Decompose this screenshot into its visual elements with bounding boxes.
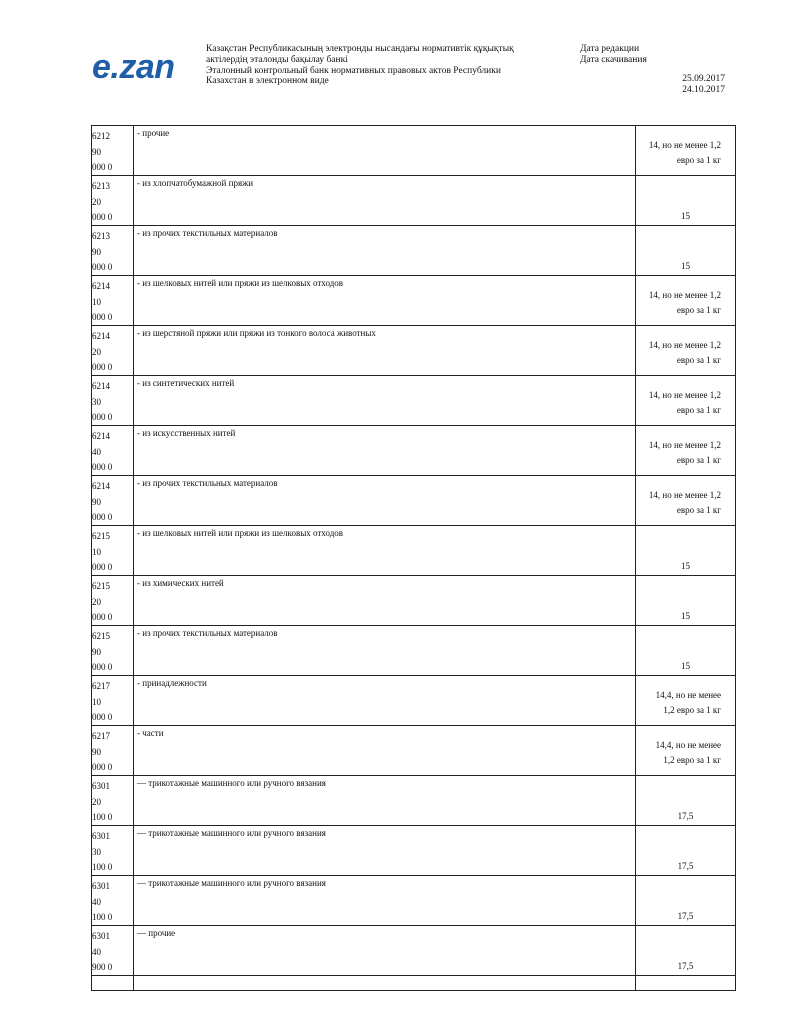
tariff-code-part: 20	[92, 346, 101, 357]
tariff-code-part: 6215	[92, 581, 110, 591]
duty-rate-line: 14,4, но не менее	[655, 740, 721, 750]
table-row	[91, 825, 736, 875]
tariff-code-part: 10	[92, 546, 101, 557]
tariff-code-part: 100 0	[92, 812, 113, 822]
duty-rate-cell	[636, 526, 735, 575]
duty-rate-cell	[636, 626, 735, 675]
duty-rate-line: евро за 1 кг	[676, 405, 721, 415]
duty-rate-line: 1,2 евро за 1 кг	[663, 755, 721, 765]
goods-description-cell: — прочие	[134, 926, 636, 975]
header-dates	[682, 74, 725, 96]
header-date-labels	[580, 44, 647, 66]
tariff-code-cell	[92, 126, 134, 175]
tariff-code-part: 10	[92, 696, 101, 707]
label-edit-date: Дата редакции	[580, 44, 640, 54]
tariff-code-part: 90	[92, 646, 101, 657]
tariff-code-part: 90	[92, 746, 101, 757]
tariff-code-part: 90	[92, 146, 101, 157]
goods-description-cell: - из прочих текстильных материалов	[134, 476, 636, 525]
goods-description-cell: - из шелковых нитей или пряжи из шелковых отходов	[134, 526, 636, 575]
goods-description-cell: - из химических нитей	[134, 576, 636, 625]
duty-rate-cell	[636, 726, 735, 775]
tariff-code-part: 000 0	[92, 412, 113, 422]
tariff-code-part: 90	[92, 496, 101, 507]
header-line-3: Эталонный контрольный банк нормативных правовых актов Республики	[206, 65, 501, 76]
tariff-code-part: 30	[92, 396, 101, 407]
tariff-code-part: 000 0	[92, 312, 113, 322]
goods-description-cell: — трикотажные машинного или ручного вязания	[134, 776, 636, 825]
goods-description-cell: - принадлежности	[134, 676, 636, 725]
tariff-code-cell	[92, 776, 134, 825]
label-download-date: Дата скачивания	[580, 54, 647, 65]
table-row	[91, 225, 736, 275]
duty-rate-line: евро за 1 кг	[676, 505, 721, 515]
table-row	[91, 675, 736, 725]
tariff-code-part: 6214	[92, 431, 110, 441]
table-row	[91, 775, 736, 825]
tariff-code-cell	[92, 876, 134, 925]
duty-rate-cell	[636, 276, 735, 325]
goods-description-cell: - из искусственных нитей	[134, 426, 636, 475]
empty-cell	[92, 976, 134, 990]
tariff-code-part: 20	[92, 796, 101, 807]
duty-rate-cell	[636, 926, 735, 975]
duty-rate-line: евро за 1 кг	[676, 305, 721, 315]
duty-rate-cell	[636, 376, 735, 425]
tariff-code-part: 30	[92, 846, 101, 857]
duty-rate-line: 14,4, но не менее	[655, 690, 721, 700]
tariff-code-part: 10	[92, 296, 101, 307]
tariff-code-cell	[92, 276, 134, 325]
tariff-code-part: 6301	[92, 881, 110, 891]
duty-rate-cell	[636, 776, 735, 825]
tariff-code-cell	[92, 576, 134, 625]
tariff-code-part: 40	[92, 896, 101, 907]
tariff-code-part: 6214	[92, 381, 110, 391]
duty-rate-line: 14, но не менее 1,2	[648, 340, 721, 350]
tariff-code-part: 6217	[92, 681, 110, 691]
empty-cell	[636, 976, 735, 990]
duty-rate-cell	[636, 176, 735, 225]
duty-rate-line: 15	[681, 611, 690, 621]
goods-description-cell: - прочие	[134, 126, 636, 175]
duty-rate-line: 17,5	[677, 911, 694, 921]
duty-rate-cell	[636, 326, 735, 375]
duty-rate-line: 14, но не менее 1,2	[648, 490, 721, 500]
empty-cell	[134, 976, 636, 990]
table-row	[91, 425, 736, 475]
header-line-4: Казахстан в электронном виде	[206, 76, 329, 87]
goods-description-cell: - из шелковых нитей или пряжи из шелковых отходов	[134, 276, 636, 325]
duty-rate-cell	[636, 476, 735, 525]
table-row	[91, 525, 736, 575]
download-date-value: 24.10.2017	[682, 84, 725, 95]
tariff-code-part: 000 0	[92, 262, 113, 272]
duty-rate-cell	[636, 576, 735, 625]
table-row	[91, 325, 736, 375]
edit-date-value: 25.09.2017	[682, 74, 725, 84]
duty-rate-line: 14, но не менее 1,2	[648, 290, 721, 300]
tariff-code-part: 000 0	[92, 612, 113, 622]
duty-rate-line: евро за 1 кг	[676, 155, 721, 165]
table-row	[91, 475, 736, 525]
tariff-code-part: 100 0	[92, 912, 113, 922]
tariff-code-part: 6215	[92, 631, 110, 641]
duty-rate-line: евро за 1 кг	[676, 355, 721, 365]
tariff-code-cell	[92, 726, 134, 775]
tariff-code-part: 6217	[92, 731, 110, 741]
header-title-block	[206, 44, 566, 87]
duty-rate-cell	[636, 676, 735, 725]
tariff-code-part: 6212	[92, 131, 110, 141]
duty-rate-line: 15	[681, 661, 690, 671]
goods-description-cell: — трикотажные машинного или ручного вязания	[134, 826, 636, 875]
duty-rate-cell	[636, 426, 735, 475]
duty-rate-line: 14, но не менее 1,2	[648, 140, 721, 150]
tariff-code-part: 000 0	[92, 512, 113, 522]
tariff-code-part: 900 0	[92, 962, 113, 972]
tariff-code-part: 6301	[92, 781, 110, 791]
tariff-code-part: 000 0	[92, 462, 113, 472]
table-row	[91, 925, 736, 975]
tariff-code-cell	[92, 526, 134, 575]
duty-rate-line: 17,5	[677, 961, 694, 971]
tariff-code-part: 6213	[92, 231, 110, 241]
tariff-code-part: 000 0	[92, 762, 113, 772]
tariff-code-cell	[92, 226, 134, 275]
goods-description-cell: — трикотажные машинного или ручного вязания	[134, 876, 636, 925]
duty-rate-line: 17,5	[677, 861, 694, 871]
tariff-code-part: 40	[92, 946, 101, 957]
tariff-code-cell	[92, 676, 134, 725]
duty-rate-line: 15	[681, 561, 690, 571]
tariff-code-part: 40	[92, 446, 101, 457]
table-row	[91, 725, 736, 775]
duty-rate-line: 1,2 евро за 1 кг	[663, 705, 721, 715]
tariff-code-part: 6214	[92, 331, 110, 341]
tariff-code-cell	[92, 826, 134, 875]
duty-rate-line: 14, но не менее 1,2	[648, 390, 721, 400]
tariff-code-part: 20	[92, 596, 101, 607]
tariff-code-cell	[92, 176, 134, 225]
goods-description-cell: - из прочих текстильных материалов	[134, 226, 636, 275]
tariff-code-part: 6213	[92, 181, 110, 191]
duty-rate-cell	[636, 126, 735, 175]
tariff-code-part: 000 0	[92, 662, 113, 672]
tariff-code-cell	[92, 626, 134, 675]
duty-rate-cell	[636, 876, 735, 925]
duty-rate-line: евро за 1 кг	[676, 455, 721, 465]
goods-description-cell: - из прочих текстильных материалов	[134, 626, 636, 675]
header-line-2: актілердің эталонды бақылау банкі	[206, 54, 348, 65]
table-row	[91, 625, 736, 675]
goods-description-cell: - из шерстяной пряжи или пряжи из тонкого волоса животных	[134, 326, 636, 375]
tariff-code-part: 6301	[92, 931, 110, 941]
tariff-code-part: 6214	[92, 281, 110, 291]
table-row	[91, 275, 736, 325]
goods-description-cell: - из синтетических нитей	[134, 376, 636, 425]
tariff-code-part: 20	[92, 196, 101, 207]
duty-rate-line: 15	[681, 211, 690, 221]
table-row	[91, 375, 736, 425]
tariff-code-part: 100 0	[92, 862, 113, 872]
table-row-empty	[91, 975, 736, 991]
tariff-code-part: 6301	[92, 831, 110, 841]
table-row	[91, 125, 736, 175]
table-row	[91, 875, 736, 925]
tariff-code-part: 000 0	[92, 162, 113, 172]
table-row	[91, 175, 736, 225]
table-row	[91, 575, 736, 625]
tariff-code-part: 6215	[92, 531, 110, 541]
tariff-code-part: 90	[92, 246, 101, 257]
ezan-logo: e.zan	[92, 48, 175, 86]
tariff-code-part: 6214	[92, 481, 110, 491]
tariff-code-part: 000 0	[92, 562, 113, 572]
tariff-table	[91, 125, 736, 991]
tariff-code-part: 000 0	[92, 362, 113, 372]
tariff-code-cell	[92, 926, 134, 975]
duty-rate-cell	[636, 826, 735, 875]
tariff-code-part: 000 0	[92, 212, 113, 222]
tariff-code-part: 000 0	[92, 712, 113, 722]
duty-rate-cell	[636, 226, 735, 275]
duty-rate-line: 14, но не менее 1,2	[648, 440, 721, 450]
duty-rate-line: 17,5	[677, 811, 694, 821]
tariff-code-cell	[92, 426, 134, 475]
goods-description-cell: - части	[134, 726, 636, 775]
header-line-1: Казақстан Республикасының электронды нысандағы нормативтік құқықтық	[206, 44, 514, 54]
tariff-code-cell	[92, 476, 134, 525]
duty-rate-line: 15	[681, 261, 690, 271]
tariff-code-cell	[92, 326, 134, 375]
tariff-code-cell	[92, 376, 134, 425]
goods-description-cell: - из хлопчатобумажной пряжи	[134, 176, 636, 225]
